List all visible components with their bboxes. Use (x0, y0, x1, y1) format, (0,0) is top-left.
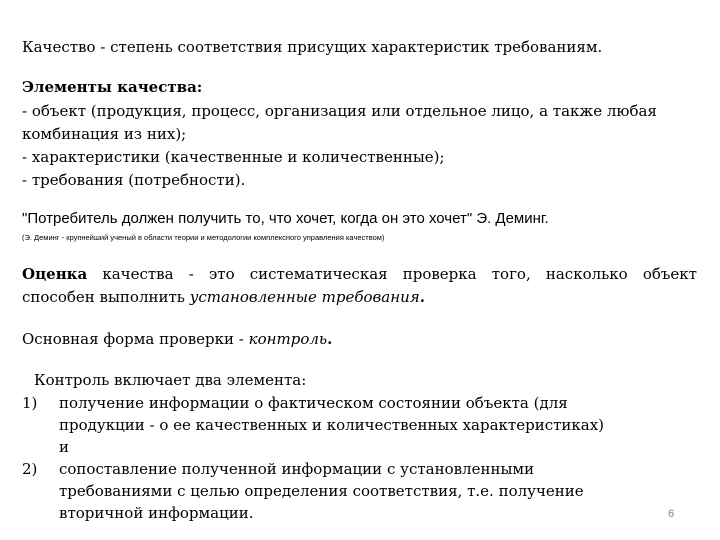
deming-footnote: (Э. Деминг - крупнейший ученый в области теории и методологии комплексного управления качеством) (22, 233, 385, 242)
control-item-1-line-3: и (59, 438, 69, 456)
control-form-suffix: . (327, 330, 333, 348)
control-item-1-number: 1) (22, 394, 38, 412)
assessment-line-2 (22, 288, 425, 306)
control-item-1-line-1: получение информации о фактическом состоянии объекта (для (59, 394, 568, 412)
control-item-2-line-1: сопоставление полученной информации с установленными (59, 460, 535, 478)
assessment-line2-suffix: . (419, 288, 425, 306)
control-item-2-line-3: вторичной информации. (59, 504, 254, 522)
control-item-2-number: 2) (22, 460, 38, 478)
elements-item-characteristics: - характеристики (качественные и количественные); (22, 148, 445, 166)
elements-item-object-continuation: комбинация из них); (22, 125, 187, 143)
control-elements-heading: Контроль включает два элемента: (34, 371, 307, 389)
assessment-line-1 (22, 265, 697, 283)
control-item-2-line-2: требованиями с целью определения соответствия, т.е. получение (59, 482, 584, 500)
assessment-term: Оценка (22, 265, 88, 283)
page-number: 6 (668, 508, 675, 520)
assessment-line1-rest: качества - это систематическая проверка того, насколько объект (87, 265, 697, 283)
control-form-prefix: Основная форма проверки - (22, 330, 249, 348)
assessment-emphasis: установленные требования (189, 288, 420, 306)
deming-quote: "Потребитель должен получить то, что хочет, когда он это хочет" Э. Деминг. (22, 210, 549, 227)
assessment-line2-prefix: способен выполнить (22, 288, 190, 306)
elements-item-requirements: - требования (потребности). (22, 171, 246, 189)
control-form (22, 330, 332, 348)
control-form-emphasis: контроль (248, 330, 328, 348)
quality-elements-heading: Элементы качества: (22, 78, 203, 96)
control-item-1-line-2: продукции - о ее качественных и количественных характеристиках) (59, 416, 605, 434)
quality-definition: Качество - степень соответствия присущих характеристик требованиям. (22, 38, 603, 56)
elements-item-object: - объект (продукция, процесс, организация или отдельное лицо, а также любая (22, 102, 657, 120)
